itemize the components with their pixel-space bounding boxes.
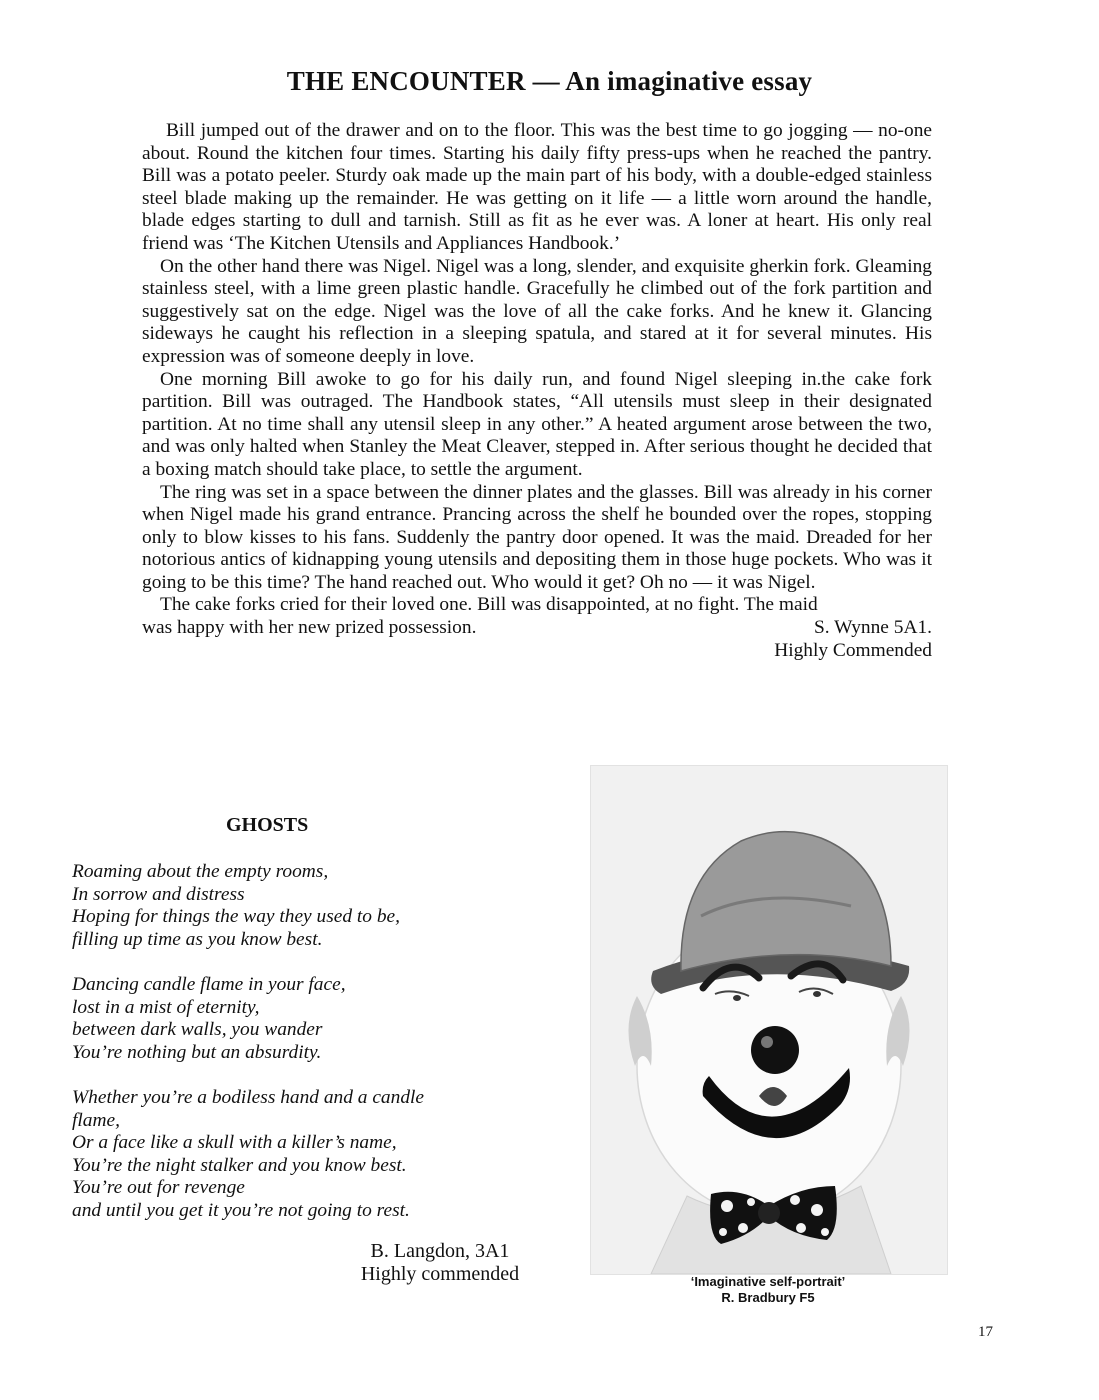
artwork-caption xyxy=(590,1274,946,1306)
essay-signature-line xyxy=(142,617,932,640)
poem-line: flame, xyxy=(72,1109,120,1131)
essay-last-line: was happy with her new prized possession. xyxy=(142,617,477,639)
poem-stanza xyxy=(72,861,542,951)
poem-author: B. Langdon, 3A1 xyxy=(370,1240,510,1262)
poem-line: Whether you’re a bodiless hand and a candle xyxy=(72,1086,425,1108)
essay-paragraph: The cake forks cried for their loved one. Bill was disappointed, at no fight. The maid xyxy=(160,594,818,616)
poem-line: Roaming about the empty rooms, xyxy=(72,861,329,882)
poem-line: between dark walls, you wander xyxy=(72,1019,323,1041)
poem-line: You’re nothing but an absurdity. xyxy=(72,1041,322,1063)
poem-line: You’re the night stalker and you know best. xyxy=(72,1154,407,1176)
poem-stanza xyxy=(72,974,542,1064)
clown-drawing xyxy=(591,766,947,1274)
essay-paragraph: The ring was set in a space between the dinner plates and the glasses. Bill was already in his corner when Nigel made his grand entrance. Prancing across the shelf he bounded over the ropes, stopping only to blow kisses to his fans. Suddenly the pantry door opened. It was the maid. Dreaded for her notorious antics of kidnapping young utensils and depositing them in those huge pockets. Who was it going to be this time? The hand reached out. Who would it get? Oh no — it was Nigel. xyxy=(142,481,932,593)
eye-right xyxy=(813,991,821,997)
eye-left xyxy=(733,995,741,1001)
poem-award: Highly commended xyxy=(360,1263,520,1285)
hat-crown xyxy=(681,832,891,971)
poem-line: Or a face like a skull with a killer’s name, xyxy=(72,1132,397,1154)
poem-stanza xyxy=(72,1087,542,1223)
poem-line: In sorrow and distress xyxy=(72,883,245,905)
poem-line: lost in a mist of eternity, xyxy=(72,996,260,1018)
clown-nose xyxy=(751,1026,799,1074)
essay-title: THE ENCOUNTER — An imaginative essay xyxy=(286,66,813,96)
poem-line: Dancing candle flame in your face, xyxy=(72,973,346,995)
poem-line: filling up time as you know best. xyxy=(72,928,323,950)
poem-body xyxy=(72,861,542,1245)
essay-award: Highly Commended xyxy=(774,639,932,661)
poem-credit xyxy=(340,1240,540,1286)
poem-line: You’re out for revenge xyxy=(72,1177,245,1199)
essay-paragraph: One morning Bill awoke to go for his daily run, and found Nigel sleeping in.the cake fork partition. Bill was outraged. The Handbook states, “All utensils must sleep in their designated partition. At no time shall any utensil sleep in any other.” A heated argument arose between the two, and was only halted when Stanley the Meat Cleaver, stepped in. After serious thought he decided that a boxing match should take place, to settle the argument. xyxy=(142,368,932,480)
essay-body xyxy=(142,120,932,662)
artwork-caption-author: R. Bradbury F5 xyxy=(721,1290,815,1305)
essay-paragraph: On the other hand there was Nigel. Nigel was a long, slender, and exquisite gherkin fork. Gleaming stainless steel, with a lime green plastic handle. Gracefully he climbed out of the fork partition and suggestively sat on the edge. Nigel was the love of all the cake forks. And he knew it. Glancing sideways he caught his reflection in a sleeping spatula, and stared at it for several minutes. His expression was of someone deeply in love. xyxy=(142,255,932,367)
poem-line: Hoping for things the way they used to be, xyxy=(72,906,400,928)
clown-self-portrait xyxy=(590,765,948,1275)
page-number: 17 xyxy=(978,1324,993,1340)
poem-title: GHOSTS xyxy=(226,814,309,836)
essay-paragraph: Bill jumped out of the drawer and on to the floor. This was the best time to go jogging — no-one about. Round the kitchen four times. Starting his daily fifty press-ups when he reached the pantry. Bill was a potato peeler. Sturdy oak made up the main part of his body, with a double-edged stainless steel blade making up the remainder. He was getting on it life — a little worn around the handle, blade edges starting to dull and tarnish. Still as fit as he ever was. A loner at heart. His only real friend was ‘The Kitchen Utensils and Appliances Handbook.’ xyxy=(142,120,932,254)
essay-author: S. Wynne 5A1. xyxy=(813,617,932,639)
poem-line: and until you get it you’re not going to rest. xyxy=(72,1199,410,1221)
artwork-caption-title: ‘Imaginative self-portrait’ xyxy=(690,1274,846,1289)
